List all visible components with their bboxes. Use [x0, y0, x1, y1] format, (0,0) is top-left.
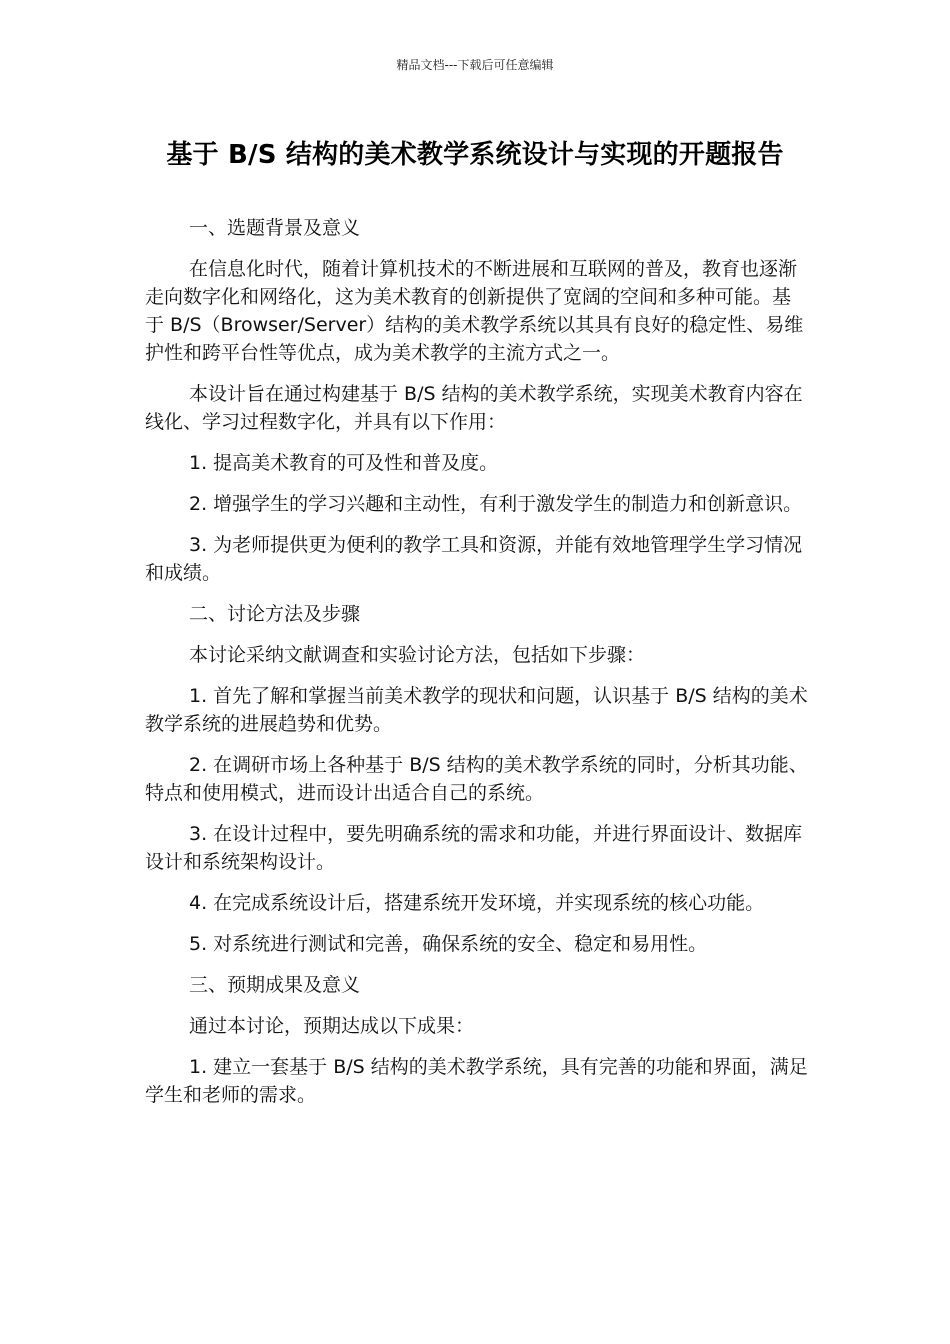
section-heading-methods: 二、讨论方法及步骤: [189, 603, 361, 625]
list-item-step-1: 1. 首先了解和掌握当前美术教学的现状和问题，认识基于 B/S 结构的美术教学系统的进展趋势和优势。: [145, 685, 808, 735]
list-item-goal-2: 2. 增强学生的学习兴趣和主动性，有利于激发学生的制造力和创新意识。: [189, 493, 803, 515]
list-item-step-2: 2. 在调研市场上各种基于 B/S 结构的美术教学系统的同时，分析其功能、特点和使用模式，进而设计出适合自己的系统。: [145, 754, 808, 804]
header-note: 精品文档---下载后可任意编辑: [396, 58, 554, 72]
list-item-step-3: 3. 在设计过程中，要先明确系统的需求和功能，并进行界面设计、数据库设计和系统架构设计。: [145, 823, 803, 873]
paragraph-outcomes-intro: 通过本讨论，预期达成以下成果：: [189, 1015, 475, 1037]
list-item-outcome-1: 1. 建立一套基于 B/S 结构的美术教学系统，具有完善的功能和界面，满足学生和老师的需求。: [145, 1056, 808, 1106]
paragraph-methods-intro: 本讨论采纳文献调查和实验讨论方法，包括如下步骤：: [189, 644, 646, 666]
document-body: [145, 214, 809, 1122]
section-heading-background: 一、选题背景及意义: [189, 217, 361, 239]
list-item-step-5: 5. 对系统进行测试和完善，确保系统的安全、稳定和易用性。: [189, 933, 708, 955]
section-heading-outcomes: 三、预期成果及意义: [189, 974, 361, 996]
list-item-goal-1: 1. 提高美术教育的可及性和普及度。: [189, 452, 499, 474]
list-item-step-4: 4. 在完成系统设计后，搭建系统开发环境，并实现系统的核心功能。: [189, 892, 765, 914]
paragraph-background: 在信息化时代，随着计算机技术的不断进展和互联网的普及，教育也逐渐走向数字化和网络化，这为美术教育的创新提供了宽阔的空间和多种可能。基于 B/S（Browser/Server）结构的美术教学系统以其具有良好的稳定性、易维护性和跨平台性等优点，成为美术教学的主流方式之一。: [145, 258, 804, 364]
paragraph-design-goal: 本设计旨在通过构建基于 B/S 结构的美术教学系统，实现美术教育内容在线化、学习过程数字化，并具有以下作用：: [145, 383, 803, 433]
document-title: 基于 B/S 结构的美术教学系统设计与实现的开题报告: [166, 140, 784, 170]
list-item-goal-3: 3. 为老师提供更为便利的教学工具和资源，并能有效地管理学生学习情况和成绩。: [145, 534, 803, 584]
